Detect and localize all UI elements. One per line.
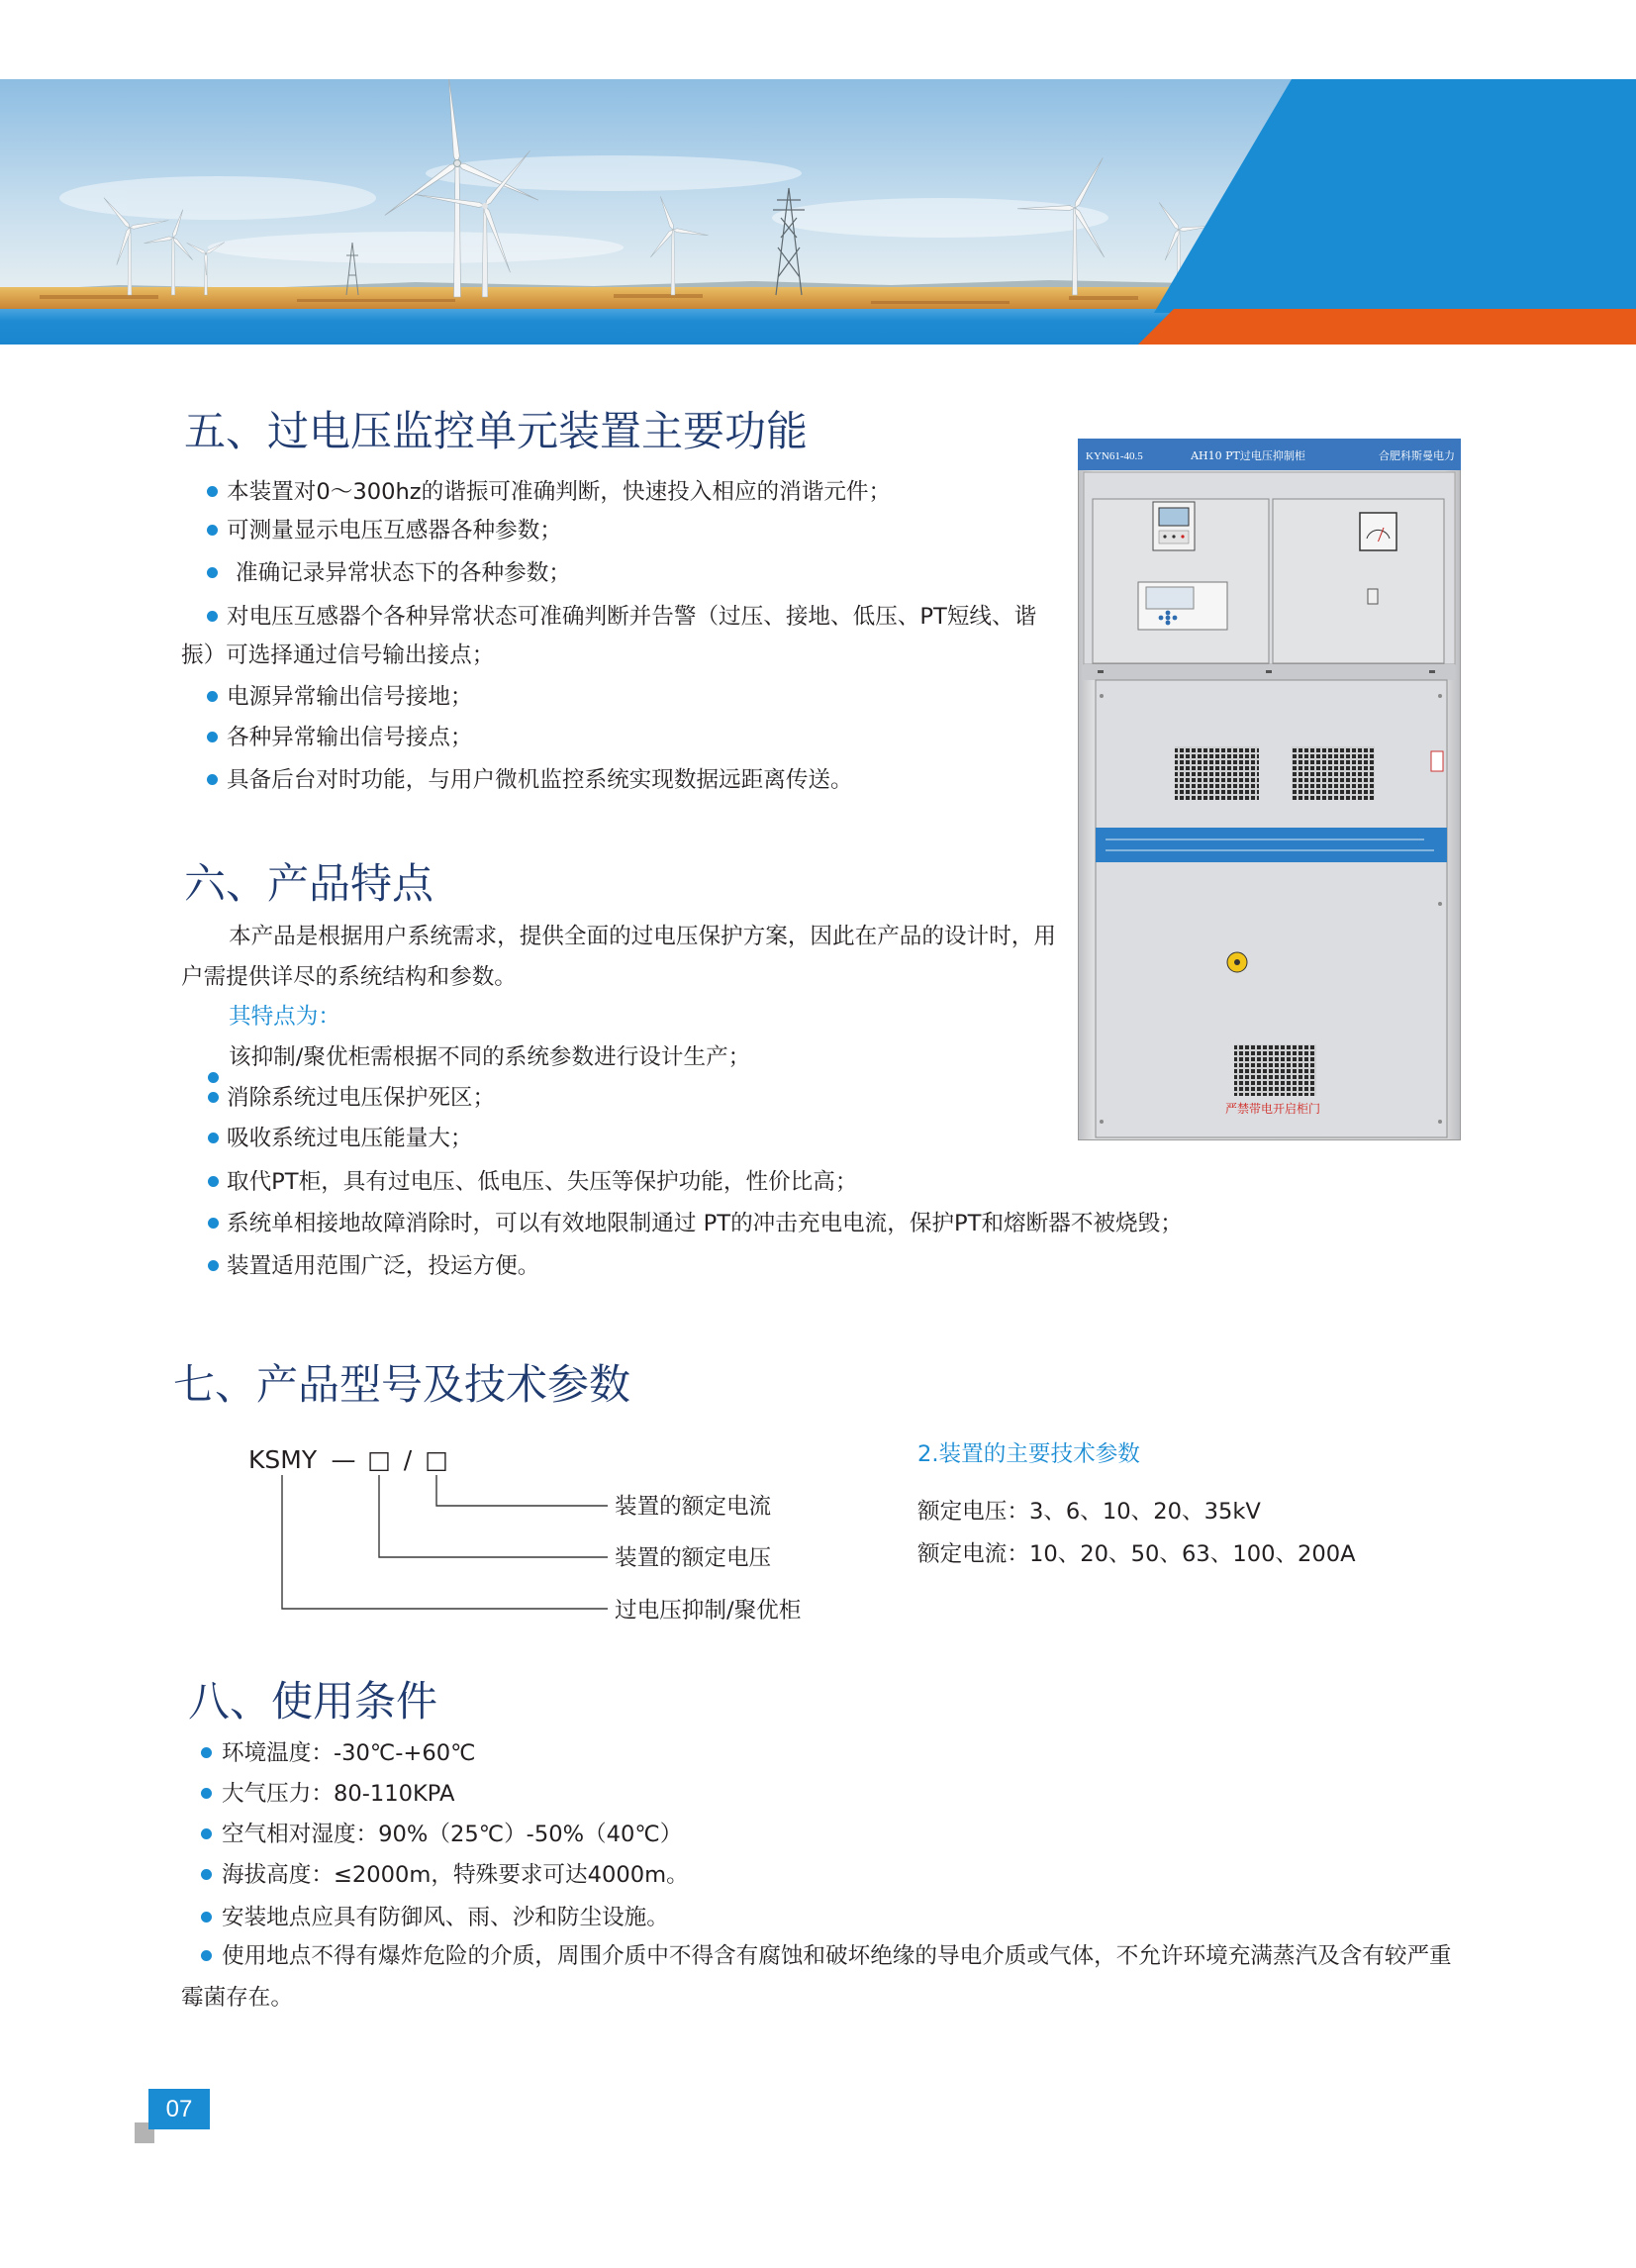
bullet-icon xyxy=(208,1260,219,1271)
bullet-icon xyxy=(201,1950,212,1961)
warning-sticker xyxy=(1431,751,1443,771)
list-item: 使用地点不得有爆炸危险的介质，周围介质中不得含有腐蚀和破坏绝缘的导电介质或气体，不允许环境充满蒸汽及含有较严重 xyxy=(222,1943,1452,1969)
section-title: 七、产品型号及技术参数 xyxy=(173,1360,631,1409)
features-label: 其特点为： xyxy=(229,1004,340,1030)
orange-corner-shape xyxy=(1138,309,1636,345)
vent-grille-right xyxy=(1292,746,1375,800)
model-label-current: 装置的额定电流 xyxy=(615,1494,772,1520)
bullet-icon xyxy=(207,611,218,622)
cabinet-photo xyxy=(1078,439,1461,1140)
yellow-knob-center xyxy=(1234,959,1240,965)
model-prefix: KSMY xyxy=(248,1445,318,1474)
list-item: 消除系统过电压保护死区； xyxy=(227,1085,496,1111)
bullet-icon xyxy=(201,1869,212,1880)
list-item: 吸收系统过电压能量大； xyxy=(227,1126,473,1151)
spec-rated-voltage: 额定电压：3、6、10、20、35kV xyxy=(917,1499,1261,1525)
bullet-icon xyxy=(207,486,218,497)
list-item: 电源异常输出信号接地； xyxy=(227,684,473,710)
vent-grille-bottom xyxy=(1234,1044,1316,1096)
vent-grille-left xyxy=(1175,746,1259,800)
list-item: 本装置对0～300hz的谐振可准确判断，快速投入相应的消谐元件； xyxy=(227,479,892,505)
bullet-icon xyxy=(201,1747,212,1758)
bullet-icon xyxy=(208,1092,219,1103)
list-item: 海拔高度：≤2000m，特殊要求可达4000m。 xyxy=(222,1862,689,1888)
bullet-icon xyxy=(208,1176,219,1187)
operation-instruction-strip xyxy=(1096,828,1447,862)
bullet-icon xyxy=(207,691,218,702)
cabinet-name: AH10 PT过电压抑制柜 xyxy=(1191,449,1305,462)
analog-meter xyxy=(1360,513,1396,550)
bullet-icon xyxy=(201,1788,212,1799)
list-item: 空气相对湿度：90%（25℃）-50%（40℃） xyxy=(222,1822,683,1847)
protection-relay-display xyxy=(1153,502,1195,550)
cabinet-warning-text: 严禁带电开启柜门 xyxy=(1224,1102,1321,1116)
bullet-icon xyxy=(201,1828,212,1839)
model-box-current: □ xyxy=(425,1445,448,1474)
list-item-continued: 振）可选择通过信号输出接点； xyxy=(181,642,495,668)
leader-line-voltage xyxy=(379,1475,608,1557)
list-item: 准确记录异常状态下的各种参数； xyxy=(236,560,571,586)
list-item: 对电压互感器个各种异常状态可准确判断并告警（过压、接地、低压、PT短线、谐 xyxy=(227,604,1037,630)
cabinet-model-code: KYN61-40.5 xyxy=(1086,450,1143,462)
bullet-icon xyxy=(207,525,218,536)
list-item: 安装地点应具有防御风、雨、沙和防尘设施。 xyxy=(222,1905,669,1930)
header-banner xyxy=(0,79,1636,345)
specs-title: 2.装置的主要技术参数 xyxy=(917,1441,1140,1467)
list-item: 装置适用范围广泛，投运方便。 xyxy=(227,1253,540,1279)
bullet-icon xyxy=(208,1218,219,1229)
list-item: 环境温度：-30℃-+60℃ xyxy=(222,1740,476,1766)
bullet-icon xyxy=(208,1133,219,1143)
model-slash: / xyxy=(403,1445,413,1474)
model-box-voltage: □ xyxy=(367,1445,391,1474)
control-panel xyxy=(1138,582,1227,630)
model-dash: — xyxy=(331,1445,356,1474)
list-item: 该抑制/聚优柜需根据不同的系统参数进行设计生产； xyxy=(229,1044,751,1070)
leader-line-current xyxy=(436,1475,608,1506)
door-lock xyxy=(1368,589,1378,604)
list-item: 各种异常输出信号接点； xyxy=(227,725,473,750)
page-number: 07 xyxy=(148,2089,210,2129)
paragraph-line: 户需提供详尽的系统结构和参数。 xyxy=(181,964,517,990)
model-label-type: 过电压抑制/聚优柜 xyxy=(615,1598,802,1624)
list-item-continued: 霉菌存在。 xyxy=(181,1985,293,2011)
paragraph-line: 本产品是根据用户系统需求，提供全面的过电压保护方案，因此在产品的设计时，用 xyxy=(229,924,1056,949)
section-title: 六、产品特点 xyxy=(184,859,434,908)
model-code-diagram xyxy=(267,1465,624,1624)
bullet-icon xyxy=(207,774,218,785)
section-title: 八、使用条件 xyxy=(188,1677,438,1726)
list-item: 大气压力：80-110KPA xyxy=(222,1781,455,1807)
bullet-icon xyxy=(208,1072,219,1083)
list-item: 系统单相接地故障消除时，可以有效地限制通过 PT的冲击充电电流，保护PT和熔断器不被烧毁； xyxy=(227,1211,1183,1236)
list-item: 可测量显示电压互感器各种参数； xyxy=(227,518,562,543)
leader-line-type xyxy=(282,1475,608,1609)
list-item: 具备后台对时功能，与用户微机监控系统实现数据远距离传送。 xyxy=(227,767,853,793)
bullet-icon xyxy=(207,567,218,578)
instrument-door-right xyxy=(1273,499,1444,663)
bullet-icon xyxy=(207,732,218,742)
section-title: 五、过电压监控单元装置主要功能 xyxy=(184,407,809,455)
cabinet-maker: 合肥科斯曼电力 xyxy=(1379,449,1455,462)
model-label-voltage: 装置的额定电压 xyxy=(615,1545,772,1571)
spec-rated-current: 额定电流：10、20、50、63、100、200A xyxy=(917,1541,1356,1567)
bullet-icon xyxy=(201,1912,212,1923)
list-item: 取代PT柜，具有过电压、低电压、失压等保护功能，性价比高； xyxy=(227,1169,858,1195)
